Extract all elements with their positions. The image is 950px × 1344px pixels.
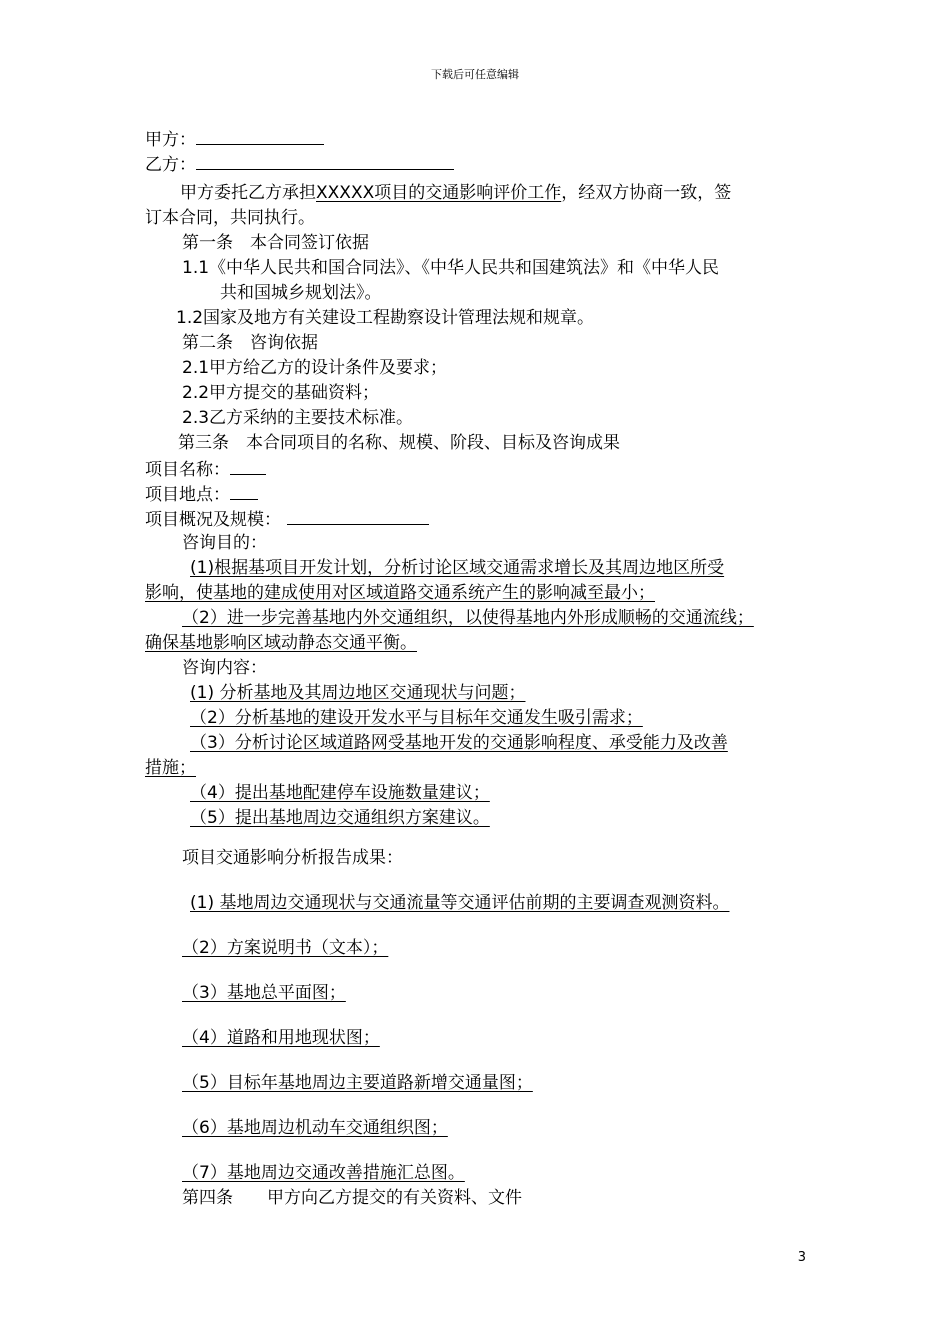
content-label: 咨询内容： xyxy=(182,658,267,678)
page-header: 下载后可任意编辑 xyxy=(431,68,519,81)
article-1-title: 第一条 本合同签订依据 xyxy=(182,233,369,253)
article-1-2: 1.2国家及地方有关建设工程勘察设计管理法规和规章。 xyxy=(176,308,595,328)
report-6: （6）基地周边机动车交通组织图； xyxy=(182,1118,448,1138)
party-a-label: 甲方： xyxy=(145,130,196,150)
project-scale-line xyxy=(145,508,429,530)
project-scale-blank xyxy=(287,508,429,525)
project-location-label: 项目地点： xyxy=(145,485,230,505)
project-location-line xyxy=(145,483,258,505)
purpose-1a: (1)根据基项目开发计划，分析讨论区域交通需求增长及其周边地区所受 xyxy=(190,558,725,578)
intro-text-2: ，经双方协商一致，签 xyxy=(561,183,732,203)
project-name-blank xyxy=(230,458,266,475)
purpose-2a: （2）进一步完善基地内外交通组织，以使得基地内外形成顺畅的交通流线； xyxy=(182,608,754,628)
content-3b: 措施； xyxy=(145,758,196,778)
party-a-blank xyxy=(196,128,324,145)
report-7: （7）基地周边交通改善措施汇总图。 xyxy=(182,1163,465,1183)
intro-line-1 xyxy=(180,183,731,203)
article-1-1a: 1.1《中华人民共和国合同法》、《中华人民共和国建筑法》和《中华人民 xyxy=(182,258,720,278)
project-name-label: 项目名称： xyxy=(145,460,230,480)
purpose-label: 咨询目的： xyxy=(182,533,267,553)
project-scale-label: 项目概况及规模： xyxy=(145,510,281,530)
report-3: （3）基地总平面图； xyxy=(182,983,346,1003)
party-b-label: 乙方： xyxy=(145,155,196,175)
report-2: （2）方案说明书（文本）； xyxy=(182,938,389,958)
report-label: 项目交通影响分析报告成果： xyxy=(182,848,403,868)
party-b-line xyxy=(145,153,454,175)
intro-project: XXXXX项目的交通影响评价工作 xyxy=(316,183,562,203)
party-a-line xyxy=(145,128,324,150)
party-b-blank xyxy=(196,153,454,170)
article-2-1: 2.1甲方给乙方的设计条件及要求； xyxy=(182,358,448,378)
article-1-1b: 共和国城乡规划法》。 xyxy=(220,283,382,303)
article-2-2: 2.2甲方提交的基础资料； xyxy=(182,383,380,403)
project-name-line xyxy=(145,458,266,480)
report-1: (1) 基地周边交通现状与交通流量等交通评估前期的主要调查观测资料。 xyxy=(190,893,730,913)
purpose-1b: 影响，使基地的建成使用对区域道路交通系统产生的影响减至最小； xyxy=(145,583,655,603)
intro-line-2: 订本合同，共同执行。 xyxy=(145,208,315,228)
purpose-2b: 确保基地影响区域动静态交通平衡。 xyxy=(145,633,417,653)
article-2-title: 第二条 咨询依据 xyxy=(182,333,318,353)
article-4-title: 第四条 甲方向乙方提交的有关资料、文件 xyxy=(182,1188,522,1208)
content-4: （4）提出基地配建停车设施数量建议； xyxy=(190,783,490,803)
content-2: （2）分析基地的建设开发水平与目标年交通发生吸引需求； xyxy=(190,708,643,728)
content-3a: （3）分析讨论区域道路网受基地开发的交通影响程度、承受能力及改善 xyxy=(190,733,728,753)
intro-text: 甲方委托乙方承担 xyxy=(180,183,316,203)
article-3-title: 第三条 本合同项目的名称、规模、阶段、目标及咨询成果 xyxy=(178,433,620,453)
report-4: （4）道路和用地现状图； xyxy=(182,1028,380,1048)
content-1: (1) 分析基地及其周边地区交通现状与问题； xyxy=(190,683,526,703)
article-2-3: 2.3乙方采纳的主要技术标准。 xyxy=(182,408,414,428)
report-5: （5）目标年基地周边主要道路新增交通量图； xyxy=(182,1073,533,1093)
content-5: （5）提出基地周边交通组织方案建议。 xyxy=(190,808,490,828)
project-location-blank xyxy=(230,483,258,500)
page-number: 3 xyxy=(797,1250,806,1265)
